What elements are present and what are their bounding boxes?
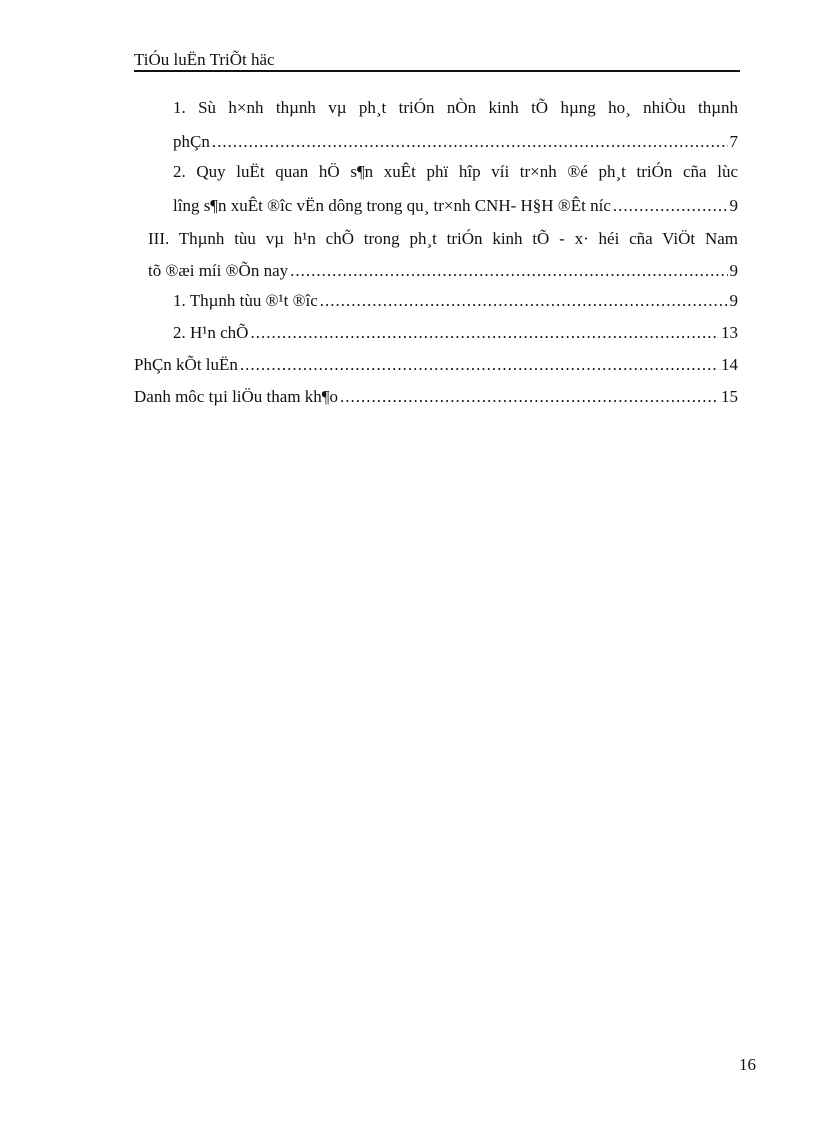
toc-entry-text: 2. H¹n chÕ	[173, 323, 249, 342]
toc-entry[interactable]	[148, 229, 738, 281]
dot-leader	[340, 387, 719, 407]
toc-entry-leader-line	[148, 261, 738, 281]
toc-entry-leader-line	[173, 196, 738, 216]
toc-page-number: 9	[729, 196, 738, 215]
toc-entry[interactable]	[173, 291, 738, 311]
toc-entry-text-cont: tõ ®æi míi ®Õn nay	[148, 261, 289, 280]
running-header	[134, 50, 740, 70]
toc-entry-leader-line	[173, 323, 738, 343]
header-title: TiÓu luËn TriÕt häc	[134, 50, 275, 69]
dot-leader	[250, 323, 719, 343]
toc-entry-leader-line	[134, 355, 738, 375]
toc-page-number: 13	[721, 323, 738, 342]
toc-page-number: 15	[721, 387, 738, 406]
toc-entry-text: PhÇn kÕt luËn	[134, 355, 238, 374]
toc-entry-text-cont: phÇn	[173, 132, 210, 151]
toc-entry-text: III. Thµnh tùu vµ h¹n chÕ trong ph¸t triÓn kinh tÕ - x· héi cña ViÖt Nam	[148, 229, 738, 248]
dot-leader	[240, 355, 719, 375]
toc-entry-text: 1. Thµnh tùu ®¹t ®îc	[173, 291, 318, 310]
dot-leader	[320, 291, 728, 311]
toc-entry-leader-line	[134, 387, 738, 407]
page-number: 16	[739, 1055, 756, 1074]
toc-entry[interactable]	[173, 162, 738, 216]
toc-entry-text-cont: lîng s¶n xuÊt ®îc vËn dông trong qu¸ tr×nh CNH- H§H ®Êt níc	[173, 196, 611, 215]
toc-entry-leader-line	[173, 291, 738, 311]
toc-entry[interactable]	[134, 387, 738, 407]
toc-entry[interactable]	[134, 355, 738, 375]
header-rule	[134, 70, 740, 72]
toc-entry[interactable]	[173, 98, 738, 152]
dot-leader	[290, 261, 727, 281]
toc-page-number: 7	[729, 132, 738, 151]
dot-leader	[613, 196, 728, 216]
toc-entry-leader-line	[173, 132, 738, 152]
dot-leader	[212, 132, 728, 152]
toc-entry-text: Danh môc tµi liÖu tham kh¶o	[134, 387, 338, 406]
toc-page-number: 9	[729, 291, 738, 310]
toc-page-number: 14	[721, 355, 738, 374]
toc-page-number: 9	[729, 261, 738, 280]
toc-entry[interactable]	[173, 323, 738, 343]
toc-entry-text: 2. Quy luËt quan hÖ s¶n xuÊt phï hîp víi tr×nh ®é ph¸t triÓn cña lùc	[173, 162, 738, 181]
toc-entry-text: 1. Sù h×nh thµnh vµ ph¸t triÓn nÒn kinh tÕ hµng ho¸ nhiÒu thµnh	[173, 98, 738, 117]
